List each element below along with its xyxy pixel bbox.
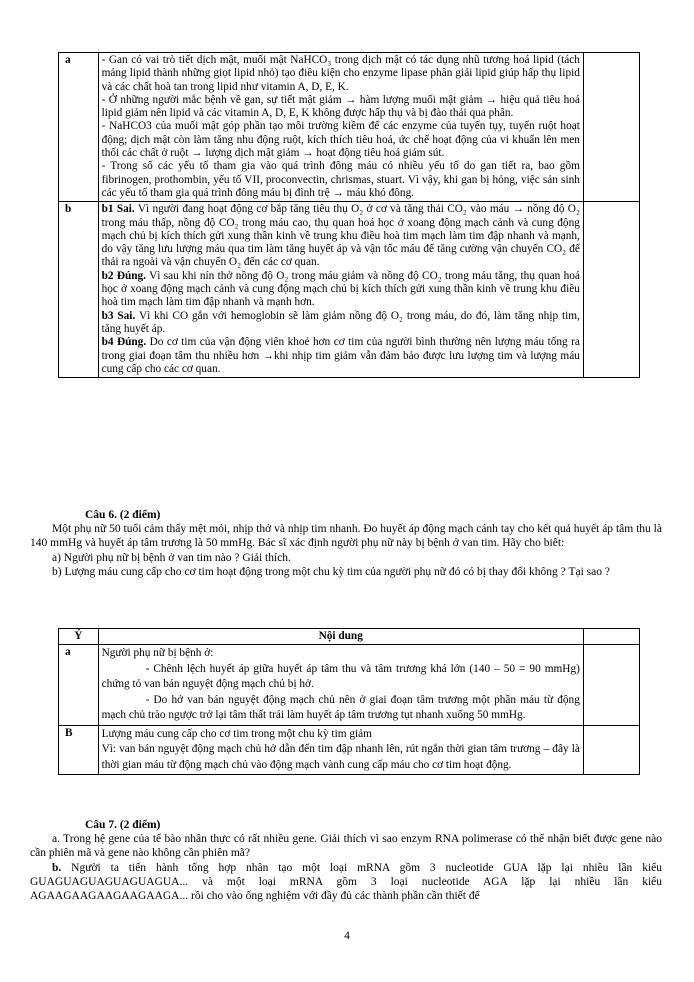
table-header-row [59,629,640,645]
answer-line: Vì: van bán nguyệt động mạch chủ hở dẫn đến tim đập nhanh lên, rút ngắn thời gian tâm trương – đây là thời gian máu từ động mạch chủ vào động mạch vành cung cấp máu cho cơ tim hoạt động. [101,743,580,771]
answer-table-cau6 [58,628,640,775]
statement-text: Vì sau khi nín thở nồng độ O₂ trong máu giảm và nồng độ CO₂ trong máu tăng, thụ quan hoá học ở xoang động mạch cảnh và cung động mạch chủ bị kích thích gửi xung thần kinh về trung khu điều hoà tim mạch làm tim đập nhanh và mạnh hơn. [101,269,580,309]
row-content [98,53,583,202]
page-number: 4 [344,930,350,942]
question-part-b: b) Lượng máu cung cấp cho cơ tim hoạt động trong một chu kỳ tim của người phụ nữ đó có bị thay đổi không ? Tại sao ? [52,565,610,578]
statement-head: b4 Đúng. [101,336,147,349]
question-part-a: a. Trong hệ gene của tế bào nhân thực có rất nhiều gene. Giải thích vì sao enzym RNA polimerase có thể nhận biết được gene nào cần phiên mã và gene nào không cần phiên mã? [30,833,662,860]
row-label: a [59,53,99,202]
row-label: b [59,202,99,378]
answer-table-cau5 [58,52,640,378]
question-title: Câu 7. (2 điểm) [85,819,161,831]
answer-line: Người phụ nữ bị bệnh ở: [101,647,214,660]
row-content [98,202,583,378]
question-part-a: a) Người phụ nữ bị bệnh ở van tim nào ? Giải thích. [52,551,291,564]
statement-b1 [102,203,580,269]
statement-head: b1 Sai. [101,203,135,216]
table-row-b [59,725,640,775]
paragraph: - Ở những người mắc bệnh về gan, sự tiết mật giảm → hàm lượng muối mật giảm → hiệu quả tiêu hoá lipid giảm nên lipid và các vitamin A, D, E, K không được hấp thụ và bị đào thải qua phân. [101,93,580,120]
statement-head: b2 Đúng. [101,269,147,282]
header-score [583,629,639,645]
row-content [98,645,583,726]
row-label: a [59,645,99,726]
statement-b4 [102,336,580,376]
table-row-b [59,202,640,378]
header-y: Ý [59,629,99,645]
score-cell [583,53,639,202]
header-content: Nội dung [98,629,583,645]
paragraph: - NaHCO3 của muối mật góp phần tạo môi trường kiềm để các enzyme của tuyến tụy, tuyến ruột hoạt động; dịch mật còn làm tăng nhu động ruột, kích thích tiêu hoá, ức chế hoạt động của vi khuẩn lên men thối các chất ở ruột → lượng dịch mật giảm → hoạt động tiêu hoá giảm sút. [101,120,580,160]
part-text: Người ta tiến hành tổng hợp nhân tạo một loại mRNA gồm 3 nucleotide GUA lặp lại nhiều lần kiểu GUAGUAGUAGUAGUAGUA... và một loại mRNA gồm 3 loại nucleotide AGA lặp lại nhiều lần kiểu AGAAGAAGAAGAAGAAGA... rồi cho vào ống nghiệm với đầy đủ các thành phần cần thiết để [30,861,662,903]
answer-line: - Do hở van bán nguyệt động mạch chủ nên ở giai đoạn tâm trương một phần máu từ động mạch chủ trào ngược trở lại tâm thất trái làm huyết áp tâm trương tụt nhanh xuống 50 mmHg. [101,693,580,722]
paragraph: - Trong số các yếu tố tham gia vào quá trình đông máu có nhiều yếu tố do gan tiết ra, bao gồm fibrinogen, prothombin, yếu tố VII, proconvectin, chrismas, stuart. Vì vậy, khi gan bị hỏng, việc sản sinh các yếu tố tham gia quá trình đông máu bị đình trệ → máu khó đông. [101,160,580,199]
question-part-b [30,861,662,904]
statement-text: Vì người đang hoạt động cơ bắp tăng tiêu thụ O₂ ở cơ và tăng thải CO₂ vào máu → nồng độ O₂ trong máu thấp, nồng độ CO₂ trong máu cao, thụ quan hoá học ở xoang động mạch cảnh và cung động mạch chủ bị kích thích gửi xung thần kinh về trung khu điều hoà tim mạch làm tim đập nhanh và mạnh, do vậy tăng lưu lượng máu qua tim làm tăng huyết áp và vận tốc máu để tăng cường vận chuyển CO₂ để thải ra ngoài và vận chuyển O₂ đến các cơ quan. [101,203,580,269]
answer-line: - Chênh lệch huyết áp giữa huyết áp tâm thu và tâm trương khá lớn (140 – 50 = 90 mmHg) chứng tỏ van bán nguyệt động mạch chủ bị hở. [101,662,580,691]
question-title: Câu 6. (2 điểm) [85,509,161,521]
question-6 [30,508,662,579]
row-label: B [59,725,99,775]
statement-text: Vì khi CO gắn với hemoglobin sẽ làm giảm nồng độ O₂ trong máu, do đó, làm tăng nhịp tim, tăng huyết áp. [101,309,580,335]
score-cell [583,725,639,775]
score-cell [583,645,639,726]
statement-text: Do cơ tim của vận động viên khoẻ hơn cơ tim của người bình thường nên lượng máu tống ra trong giai đoạn tâm thu nhiều hơn →khi nhịp tim giảm vẫn đảm bảo được lưu lượng tim và lượng máu cung cấp cho các cơ quan. [101,336,580,375]
part-label: b. [52,861,62,874]
statement-head: b3 Sai. [101,309,136,322]
table-row-a [59,645,640,726]
score-cell [583,202,639,378]
table-row-a [59,53,640,202]
row-content [98,725,583,775]
statement-b2 [102,270,580,310]
paragraph: - Gan có vai trò tiết dịch mật, muối mật NaHCO₃ trong dịch mật có tác dụng nhũ tương hoá lipid (tách mảng lipid thành những giọt lipid nhỏ) tạo điều kiện cho enzyme lipase phân giải lipid giúp hấp thụ lipid và các chất hoà tan trong lipid như vitamin A, D, E, K. [101,54,580,93]
answer-line: Lượng máu cung cấp cho cơ tim trong một chu kỳ tim giảm [101,727,372,740]
statement-b3 [102,310,580,337]
question-intro: Một phụ nữ 50 tuổi cảm thấy mệt mỏi, nhịp thở và nhịp tim nhanh. Đo huyết áp động mạch cánh tay cho kết quả huyết áp tâm thu là 140 mmHg và huyết áp tâm trương là 50 mmHg. Bác sĩ xác định người phụ nữ này bị bệnh ở van tim. Hãy cho biết: [30,523,662,550]
question-7 [30,818,662,903]
